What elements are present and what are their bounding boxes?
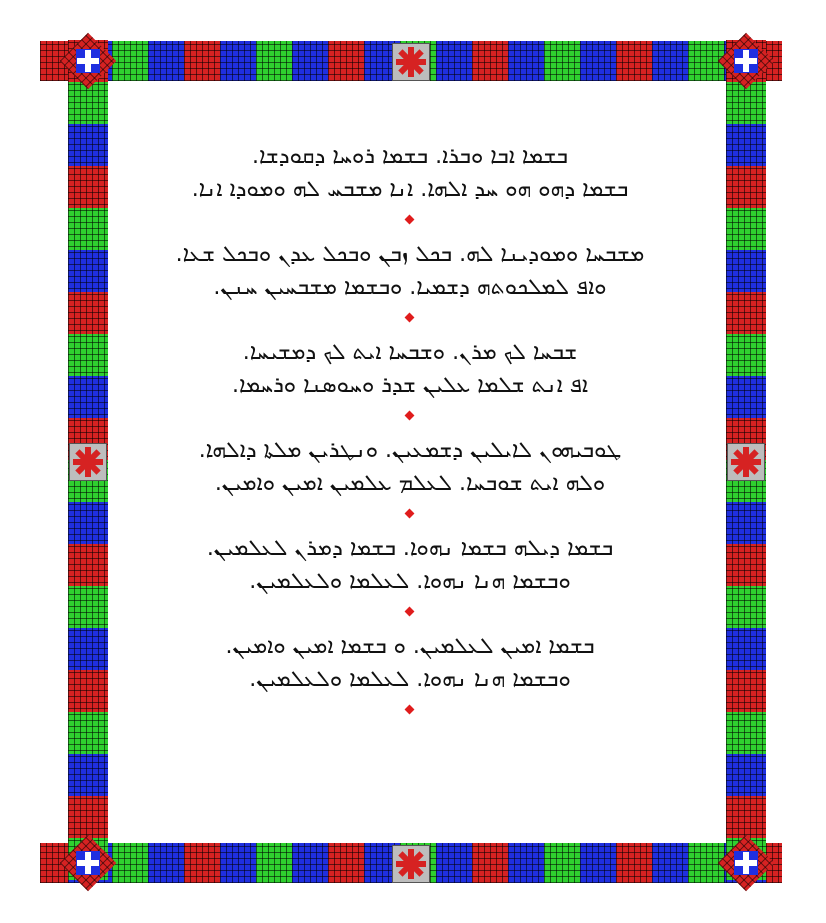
verse-line: ܘܐܦ ܠܡܠܟܘܬܗ ܕܫܡܝܐ. ܘܒܫܡܐ ܡܫܒܚܝܢ ܚܢܢ.	[213, 275, 607, 300]
diamond-divider-icon	[120, 206, 700, 238]
verse-line: ܛܘܒܝܗܘܢ ܠܐܝܠܝܢ ܕܫܡܥܝܢ. ܘܢܛܪܝܢ ܡܠܬܐ ܕܐܠܗܐ.	[198, 438, 622, 463]
rosette-icon	[392, 43, 430, 81]
verse-line: ܘܒܫܡܐ ܗܢܐ ܢܗܘܐ. ܠܥܠܡܐ ܘܠܥܠܡܝܢ.	[249, 667, 571, 692]
stanza	[120, 434, 700, 500]
stanza	[120, 532, 700, 598]
verse-line: ܒܫܡܐ ܐܒܐ ܘܒܪܐ. ܒܫܡܐ ܪܘܚܐ ܕܩܘܕܫܐ.	[252, 144, 568, 169]
diamond-divider-icon	[120, 500, 700, 532]
rosette-icon	[69, 443, 107, 481]
verse-line: ܘܒܫܡܐ ܗܢܐ ܢܗܘܐ. ܠܥܠܡܐ ܘܠܥܠܡܝܢ.	[249, 569, 571, 594]
cross-medallion-icon	[60, 33, 116, 89]
diamond-divider-icon	[120, 402, 700, 434]
diamond-divider-icon	[120, 696, 700, 728]
cross-medallion-icon	[718, 835, 774, 891]
stanza	[120, 336, 700, 402]
verse-line: ܡܫܒܚܐ ܘܡܘܕܝܢܐ ܠܗ. ܒܟܠ ܙܒܢ ܘܒܟܠ ܥܕܢ ܘܒܟܠ ܫܥܐ.	[175, 242, 645, 267]
verse-line: ܒܫܡܐ ܐܡܝܢ ܠܥܠܡܝܢ. ܘ ܒܫܡܐ ܐܡܝܢ ܘܐܡܝܢ.	[225, 634, 595, 659]
verse-line: ܒܫܡܐ ܕܗܘ ܗܘ ܚܕ ܐܠܗܐ. ܐܢܐ ܡܫܒܚ ܠܗ ܘܡܘܕܐ ܐܢܐ.	[191, 177, 629, 202]
cross-medallion-icon	[60, 835, 116, 891]
poem-body	[120, 140, 700, 728]
rosette-icon	[727, 443, 765, 481]
stanza	[120, 238, 700, 304]
verse-line: ܘܠܗ ܐܝܬ ܫܘܒܚܐ. ܠܥܠܡ ܥܠܡܝܢ ܐܡܝܢ ܘܐܡܝܢ.	[214, 471, 606, 496]
rosette-icon	[392, 845, 430, 883]
cross-medallion-icon	[718, 33, 774, 89]
stanza	[120, 140, 700, 206]
diamond-divider-icon	[120, 598, 700, 630]
verse-line: ܐܦ ܐܢܬ ܫܠܡܐ ܥܠܝܢ ܫܕܪ ܘܚܘܣܢܐ ܘܪܚܡܐ.	[231, 373, 589, 398]
stanza	[120, 630, 700, 696]
diamond-divider-icon	[120, 304, 700, 336]
verse-line: ܫܒܚܐ ܠܟ ܡܪܢ. ܘܫܒܚܐ ܐܝܬ ܠܟ ܕܡܫܝܚܐ.	[242, 340, 578, 365]
verse-line: ܒܫܡܐ ܕܝܠܗ ܒܫܡܐ ܢܗܘܐ. ܒܫܡܐ ܕܡܪܢ ܠܥܠܡܝܢ.	[206, 536, 614, 561]
